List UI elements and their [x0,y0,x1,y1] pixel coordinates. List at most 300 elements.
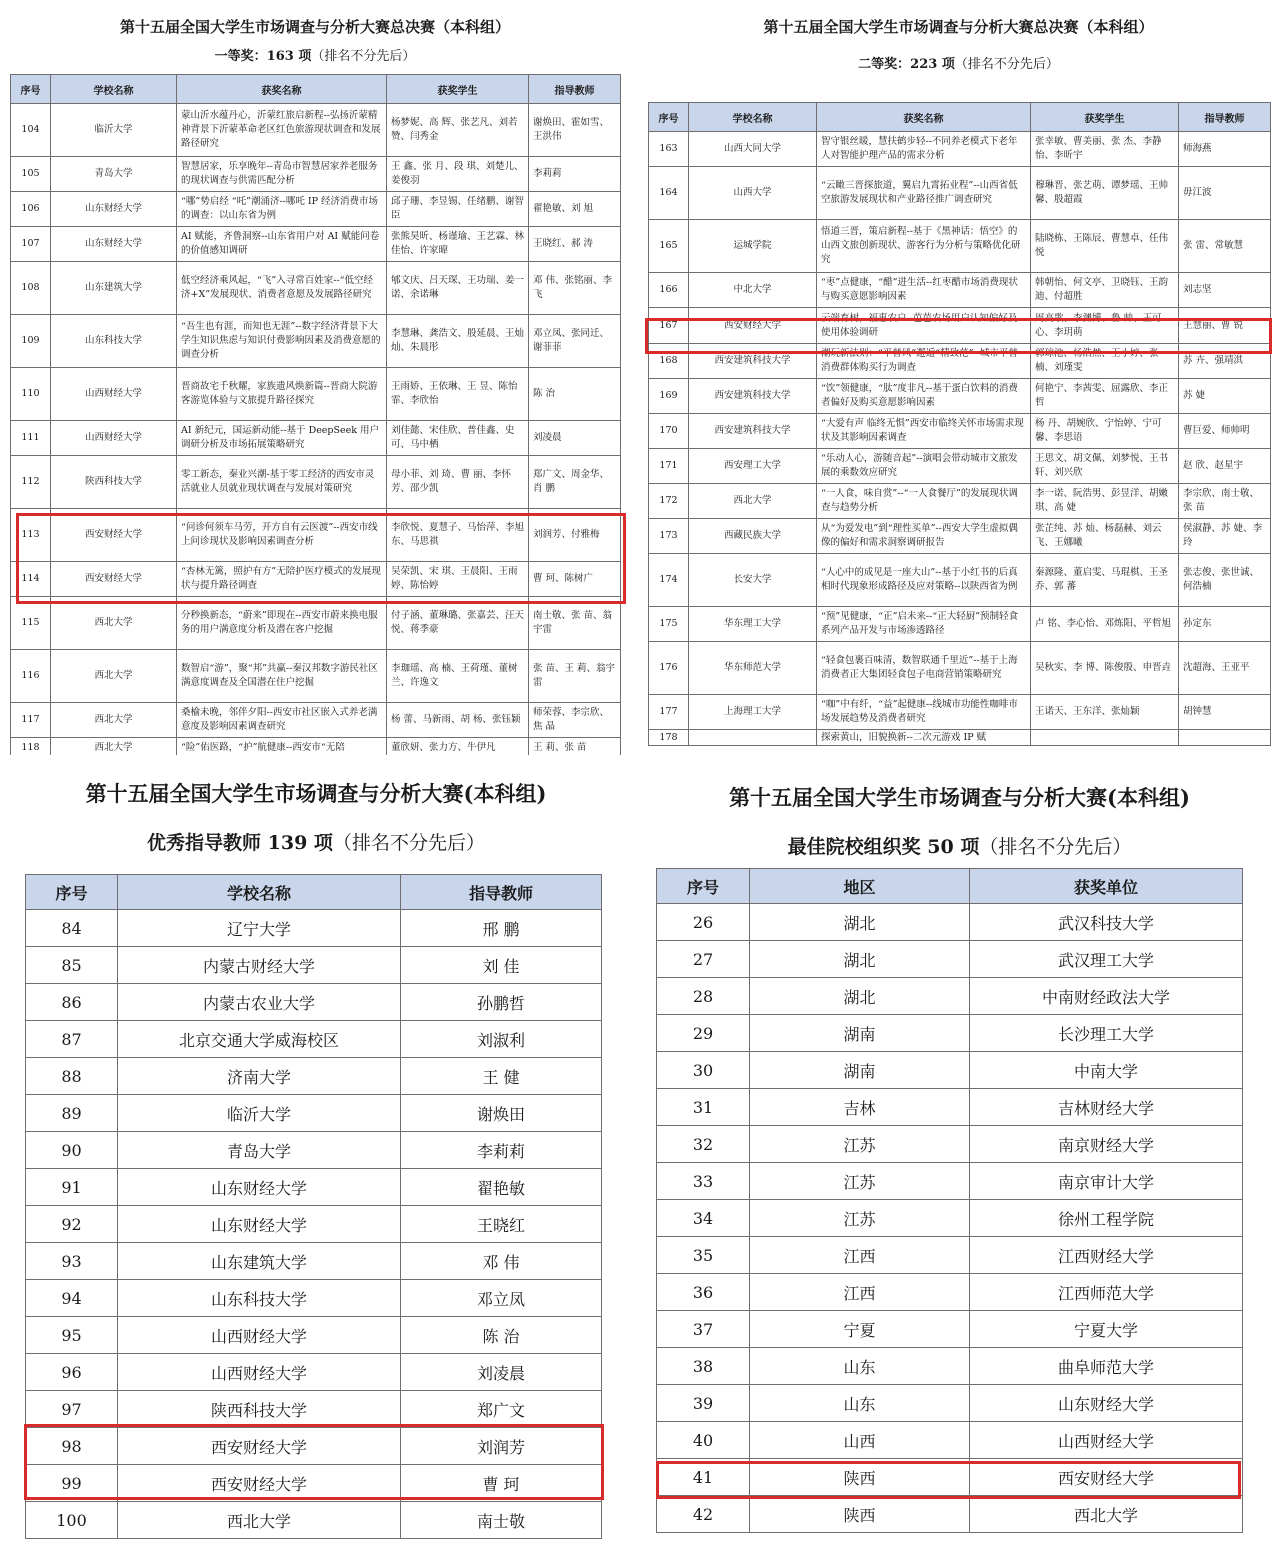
cell-students: 何艳宁、李茜雯、屈露欣、李正哲 [1031,379,1179,414]
cell-teacher: 陈 治 [529,368,621,421]
cell-no: 94 [26,1280,118,1317]
cell-students: 杨 丹、胡婉欣、宁怡婷、宁可馨、李思语 [1031,414,1179,449]
table-row [649,344,1271,379]
cell-teacher: 刘凌晨 [401,1354,602,1391]
cell-no: 32 [657,1126,750,1163]
cell-school: 山西财经大学 [118,1317,401,1354]
table-row [11,738,621,756]
table-row [26,1243,602,1280]
cell-region: 江苏 [750,1200,970,1237]
best-organization-subtitle: 最佳院校组织奖 50 项（排名不分先后） [787,836,1132,858]
cell-no: 27 [657,941,750,978]
table-row [11,421,621,456]
cell-no: 96 [26,1354,118,1391]
cell-students: 吴秋实、李 博、陈俊殷、申晋垚 [1031,642,1179,695]
cell-school: 山东财经大学 [51,192,177,227]
cell-teacher: 孙定东 [1179,607,1271,642]
cell-award-title: 从“为爱发电”到“理性买单”--西安大学生虚拟偶像的偏好和需求洞察调研报告 [817,519,1031,554]
table-row [11,368,621,421]
col-header-students: 获奖学生 [387,75,529,104]
cell-teacher: 曹巨爱、师帅明 [1179,414,1271,449]
cell-award-unit: 吉林财经大学 [970,1089,1243,1126]
cell-school: 山东科技大学 [51,315,177,368]
table-row [649,695,1271,730]
cell-no: 84 [26,910,118,947]
cell-award-title: 智慧居家，乐享晚年--青岛市智慧居家养老服务的现状调查与供需匹配分析 [177,157,387,192]
cell-students: 王诺天、王东洋、张灿颖 [1031,695,1179,730]
table-row [11,509,621,562]
cell-school: 山西财经大学 [51,368,177,421]
cell-teacher: 李莉莉 [529,157,621,192]
cell-no: 111 [11,421,51,456]
cell-school: 华东师范大学 [689,642,817,695]
cell-school: 西安财经大学 [118,1465,401,1502]
table-row [26,1280,602,1317]
cell-teacher: 邓立凤、张同迁、谢菲菲 [529,315,621,368]
first-prize-panel [0,0,630,755]
first-prize-title: 第十五届全国大学生市场调查与分析大赛总决赛（本科组） [119,18,510,36]
cell-school: 内蒙古农业大学 [118,984,401,1021]
cell-school: 西北大学 [689,484,817,519]
cell-school: 内蒙古财经大学 [118,947,401,984]
cell-no: 29 [657,1015,750,1052]
cell-award-title: AI 新纪元，国运新动能--基于 DeepSeek 用户调研分析及市场拓展策略研究 [177,421,387,456]
cell-no: 36 [657,1274,750,1311]
cell-no: 38 [657,1348,750,1385]
cell-students: 杨 蕾、马新雨、胡 杨、张钰颖 [387,703,529,738]
cell-teacher: 郑广文、周金华、肖 鹏 [529,456,621,509]
cell-teacher: 赵 欣、赵星宇 [1179,449,1271,484]
cell-award-unit: 武汉理工大学 [970,941,1243,978]
table-row [657,1237,1243,1274]
cell-teacher: 侯淑静、苏 婕、李 玲 [1179,519,1271,554]
cell-school: 北京交通大学威海校区 [118,1021,401,1058]
cell-award-unit: 武汉科技大学 [970,904,1243,941]
cell-school: 西北大学 [51,703,177,738]
cell-no: 39 [657,1385,750,1422]
cell-students: 陆晓栋、王陈辰、曹慧卓、任伟悦 [1031,220,1179,273]
cell-students: 王 鑫、张 月、段 琪、刘楚儿、姜俊羽 [387,157,529,192]
table-row [26,1391,602,1428]
cell-school: 山西财经大学 [51,421,177,456]
cell-region: 江西 [750,1237,970,1274]
cell-award-unit: 中南财经政法大学 [970,978,1243,1015]
col-header-teacher: 指导教师 [1179,103,1271,132]
cell-award-title: “饮”领健康，“肽”度非凡--基于蛋白饮料的消费者偏好及购买意愿影响因素 [817,379,1031,414]
cell-region: 宁夏 [750,1311,970,1348]
cell-school: 西安财经大学 [51,562,177,597]
cell-award-title: 探索黄山，旧貌换新--二次元游戏 IP 赋 [817,730,1031,746]
table-row [26,984,602,1021]
best-organization-panel [640,760,1279,1545]
cell-no: 163 [649,132,689,167]
cell-award-title: “预”见健康，“正”启未来--“正大轻厨”预制轻食系列产品开发与市场渗透路径 [817,607,1031,642]
cell-school: 西北大学 [51,738,177,756]
cell-teacher: 沈超海、王亚平 [1179,642,1271,695]
cell-school: 山东科技大学 [118,1280,401,1317]
cell-school: 临沂大学 [118,1095,401,1132]
table-row [657,1385,1243,1422]
table-row [649,730,1271,746]
cell-no: 168 [649,344,689,379]
cell-no: 93 [26,1243,118,1280]
cell-no: 95 [26,1317,118,1354]
cell-no: 113 [11,509,51,562]
cell-school: 山西财经大学 [118,1354,401,1391]
col-header-no: 序号 [649,103,689,132]
table-row [26,1132,602,1169]
table-row [657,1015,1243,1052]
cell-students: 吴荣凯、宋 琪、王晨阳、王雨婷、陈怡婷 [387,562,529,597]
table-row [11,703,621,738]
cell-no: 85 [26,947,118,984]
table-row [649,220,1271,273]
first-prize-subtitle: 一等奖：163 项（排名不分先后） [214,49,416,64]
cell-teacher: 张 雷、常敏慧 [1179,220,1271,273]
cell-school: 西北大学 [51,597,177,650]
table-row [26,1465,602,1502]
cell-students: 李珈瑶、高 楠、王荷瑾、董树兰、许逸文 [387,650,529,703]
table-row [11,562,621,597]
cell-award-title: 悟道三晋，策启新程--基于《黑神话：悟空》的山西文旅创新现状、游客行为分析与策略优化研究 [817,220,1031,273]
cell-award-unit: 南京审计大学 [970,1163,1243,1200]
cell-school: 中北大学 [689,273,817,308]
cell-no: 176 [649,642,689,695]
cell-region: 江西 [750,1274,970,1311]
excellent-teacher-panel [0,760,632,1545]
cell-award-title: 潮玩新法则：“平替风”邂逅“精致范”--城市平替消费群体购买行为调查 [817,344,1031,379]
table-row [649,379,1271,414]
cell-school: 陕西科技大学 [51,456,177,509]
cell-teacher: 刘淑利 [401,1021,602,1058]
cell-no: 116 [11,650,51,703]
col-header-school: 学校名称 [118,875,401,910]
cell-school: 山东建筑大学 [51,262,177,315]
cell-school [689,730,817,746]
cell-teacher: 王晓红、郝 涛 [529,227,621,262]
cell-school: 辽宁大学 [118,910,401,947]
cell-no: 30 [657,1052,750,1089]
table-row [11,227,621,262]
cell-students: 李慧琳、龚浩文、殷延晨、王灿灿、朱晨彤 [387,315,529,368]
cell-students: 郇文庆、吕天琛、王功瑞、姜一诺、余诺琳 [387,262,529,315]
col-header-region: 地区 [750,869,970,904]
table-row [657,941,1243,978]
cell-no: 172 [649,484,689,519]
cell-no: 104 [11,104,51,157]
cell-region: 山东 [750,1385,970,1422]
table-header-row [649,103,1271,132]
cell-no: 105 [11,157,51,192]
cell-award-title: 智守银丝暖，慧扶鹤步轻--不同养老模式下老年人对智能护理产品的需求分析 [817,132,1031,167]
cell-no: 88 [26,1058,118,1095]
table-row [657,1052,1243,1089]
cell-school: 西藏民族大学 [689,519,817,554]
cell-school: 西安建筑科技大学 [689,344,817,379]
cell-no: 165 [649,220,689,273]
cell-school: 西安财经大学 [689,308,817,344]
second-prize-table [648,102,1271,746]
cell-students: 张熊昊昕、杨谨瑜、王艺霖、林佳怡、许家暐 [387,227,529,262]
best-organization-title: 第十五届全国大学生市场调查与分析大赛(本科组) [729,785,1190,810]
best-organization-table [656,868,1243,1533]
table-row [657,1459,1243,1496]
cell-award-title: 云端育树，福惠农户--芭芭农场用户认知偏好及使用体验调研 [817,308,1031,344]
cell-award-title: “哪”势启经 “吒”潮涌济--哪吒 IP 经济消费市场的调查：以山东省为例 [177,192,387,227]
cell-students: 卢 铭、李心怡、邓炼阳、平哲旭 [1031,607,1179,642]
cell-no: 92 [26,1206,118,1243]
cell-award-unit: 西安财经大学 [970,1459,1243,1496]
table-row [649,132,1271,167]
col-header-no: 序号 [26,875,118,910]
cell-no: 177 [649,695,689,730]
table-row [649,607,1271,642]
cell-no: 31 [657,1089,750,1126]
cell-award-title: 数智启“游”，聚“邦”共赢--秦汉邦数字游民社区满意度调查及全国潜在住户挖掘 [177,650,387,703]
cell-no: 33 [657,1163,750,1200]
table-row [26,1317,602,1354]
cell-teacher: 李宗欣、南士敬、张 苗 [1179,484,1271,519]
cell-school: 长安大学 [689,554,817,607]
cell-students: 付子涵、董琳璐、张嘉芸、汪天悦、蒋季豪 [387,597,529,650]
cell-award-title: “枣”点健康，“醋”进生活--红枣醋市场消费现状与购买意愿影响因素 [817,273,1031,308]
cell-school: 陕西科技大学 [118,1391,401,1428]
cell-teacher: 孙鹏哲 [401,984,602,1021]
cell-teacher: 曹 珂 [401,1465,602,1502]
cell-no: 178 [649,730,689,746]
table-row [657,1274,1243,1311]
second-prize-title: 第十五届全国大学生市场调查与分析大赛总决赛（本科组） [763,18,1154,36]
cell-region: 湖南 [750,1015,970,1052]
cell-no: 99 [26,1465,118,1502]
cell-region: 山东 [750,1348,970,1385]
cell-students [1031,730,1179,746]
cell-students: 王思文、胡文佩、刘梦悦、王书轩、刘兴欣 [1031,449,1179,484]
cell-school: 西安建筑科技大学 [689,414,817,449]
cell-teacher [1179,730,1271,746]
cell-no: 35 [657,1237,750,1274]
table-row [26,1354,602,1391]
cell-no: 169 [649,379,689,414]
cell-teacher: 王晓红 [401,1206,602,1243]
cell-teacher: 王 莉、张 苗 [529,738,621,756]
cell-students: 韩朝怡、何文亭、卫晓钰、王韵迪、付超胜 [1031,273,1179,308]
cell-school: 山东建筑大学 [118,1243,401,1280]
table-header-row [657,869,1243,904]
cell-teacher: 郑广文 [401,1391,602,1428]
table-row [657,904,1243,941]
table-row [657,1126,1243,1163]
cell-teacher: 邓 伟 [401,1243,602,1280]
cell-no: 112 [11,456,51,509]
cell-award-title: 晋商故宅千秋耀，家族遗风焕新篇--晋商大院游客游览体验与文旅提升路径探究 [177,368,387,421]
cell-no: 118 [11,738,51,756]
cell-no: 90 [26,1132,118,1169]
cell-teacher: 李莉莉 [401,1132,602,1169]
cell-teacher: 南士敬、张 苗、翁宇雷 [529,597,621,650]
cell-teacher: 刘润芳 [401,1428,602,1465]
table-row [649,449,1271,484]
table-row [11,192,621,227]
cell-teacher: 刘凌晨 [529,421,621,456]
table-row [657,978,1243,1015]
cell-award-title: “杏林无篱，照护有方”无陪护医疗模式的发展现状与提升路径调查 [177,562,387,597]
cell-award-title: “人心中的成见是一座大山”--基于小红书的后真相时代现象形成路径及应对策略--以陕西省为例 [817,554,1031,607]
cell-students: 刘佳懿、宋佳欣、普佳鑫、史 可、马中栖 [387,421,529,456]
cell-teacher: 翟艳敏、刘 旭 [529,192,621,227]
cell-region: 陕西 [750,1459,970,1496]
cell-region: 湖北 [750,941,970,978]
cell-students: 秦源隆、董启雯、马琨棋、王圣乔、郭 蕃 [1031,554,1179,607]
cell-teacher: 师荣蓉、李宗欣、焦 晶 [529,703,621,738]
cell-award-title: “轻食包裹百味清，数智联通千里近”--基于上海消费者正大集团轻食包子电商营销策略研究 [817,642,1031,695]
cell-award-title: “乐动人心，游随音起”--演唱会带动城市文旅发展的乘数效应研究 [817,449,1031,484]
table-row [11,650,621,703]
table-row [26,1502,602,1539]
table-row [657,1422,1243,1459]
cell-students: 母小菲、刘 琦、曹 丽、李怀芳、邵少凯 [387,456,529,509]
cell-students: 杨梦妮、高 辉、张艺凡、刘若赞、闫秀金 [387,104,529,157]
cell-school: 西安财经大学 [118,1428,401,1465]
table-row [649,554,1271,607]
cell-award-title: “一人食，味自赏”--“一人食餐厅”的发展现状调查与趋势分析 [817,484,1031,519]
cell-no: 108 [11,262,51,315]
cell-teacher: 王慧丽、曹 锐 [1179,308,1271,344]
cell-teacher: 苏 婕 [1179,379,1271,414]
cell-school: 西安理工大学 [689,449,817,484]
table-row [657,1089,1243,1126]
cell-award-title: 桑榆未晚，邻伴夕阳--西安市社区嵌入式养老满意度及影响因素调查研究 [177,703,387,738]
cell-teacher: 刘 佳 [401,947,602,984]
cell-region: 江苏 [750,1163,970,1200]
cell-region: 江苏 [750,1126,970,1163]
cell-no: 97 [26,1391,118,1428]
table-row [649,519,1271,554]
cell-school: 青岛大学 [118,1132,401,1169]
table-row [649,642,1271,695]
col-header-teacher: 指导教师 [529,75,621,104]
cell-teacher: 王 健 [401,1058,602,1095]
col-header-students: 获奖学生 [1031,103,1179,132]
cell-students: 邱子珊、李昱锡、任绪鹏、谢智臣 [387,192,529,227]
table-row [657,1200,1243,1237]
table-row [657,1496,1243,1533]
table-row [26,1428,602,1465]
cell-region: 吉林 [750,1089,970,1126]
col-header-award: 获奖名称 [817,103,1031,132]
cell-no: 28 [657,978,750,1015]
table-row [11,157,621,192]
cell-award-title: AI 赋能，齐鲁洞察--山东省用户对 AI 赋能问卷的价值感知调研 [177,227,387,262]
cell-award-unit: 西北大学 [970,1496,1243,1533]
table-row [26,1169,602,1206]
cell-teacher: 邓 伟、张铭丽、李 飞 [529,262,621,315]
cell-region: 湖北 [750,904,970,941]
cell-teacher: 刘润芳、付雅梅 [529,509,621,562]
cell-no: 86 [26,984,118,1021]
cell-teacher: 邢 鹏 [401,910,602,947]
cell-school: 山东财经大学 [51,227,177,262]
table-row [26,1058,602,1095]
cell-teacher: 张 苗、王 莉、翁宇雷 [529,650,621,703]
table-row [26,1206,602,1243]
table-row [11,262,621,315]
table-row [649,167,1271,220]
table-row [26,910,602,947]
cell-no: 107 [11,227,51,262]
cell-award-title: “险”佑医路，“护”航健康--西安市“无陪 [177,738,387,756]
cell-teacher: 刘志坚 [1179,273,1271,308]
second-prize-panel [638,0,1279,755]
cell-teacher: 师海燕 [1179,132,1271,167]
table-row [26,1021,602,1058]
cell-region: 山西 [750,1422,970,1459]
table-header-row [11,75,621,104]
cell-no: 89 [26,1095,118,1132]
cell-school: 上海理工大学 [689,695,817,730]
first-prize-table [10,74,621,755]
cell-students: 张芷纯、苏 灿、杨磊赫、刘云飞、王娜曦 [1031,519,1179,554]
cell-school: 山西大同大学 [689,132,817,167]
cell-school: 临沂大学 [51,104,177,157]
col-header-school: 学校名称 [51,75,177,104]
cell-no: 114 [11,562,51,597]
cell-no: 106 [11,192,51,227]
cell-no: 110 [11,368,51,421]
cell-school: 济南大学 [118,1058,401,1095]
cell-students: 董欣妍、张力方、牛伊凡 [387,738,529,756]
cell-no: 41 [657,1459,750,1496]
col-header-school: 学校名称 [689,103,817,132]
cell-teacher: 谢焕田 [401,1095,602,1132]
cell-students: 李欣悦、夏慧子、马怡萍、李旭东、马思祺 [387,509,529,562]
cell-teacher: 曹 珂、陈树广 [529,562,621,597]
table-row [11,315,621,368]
cell-no: 164 [649,167,689,220]
cell-school: 山东财经大学 [118,1206,401,1243]
cell-students: 周高歌、李渊博、鲁 帅、王可心、李玥萌 [1031,308,1179,344]
table-row [26,1095,602,1132]
cell-award-unit: 山东财经大学 [970,1385,1243,1422]
cell-school: 西北大学 [51,650,177,703]
cell-no: 170 [649,414,689,449]
table-row [11,456,621,509]
table-row [26,947,602,984]
col-header-no: 序号 [11,75,51,104]
cell-no: 173 [649,519,689,554]
table-row [649,414,1271,449]
cell-no: 109 [11,315,51,368]
cell-school: 山东财经大学 [118,1169,401,1206]
cell-award-unit: 中南大学 [970,1052,1243,1089]
cell-no: 40 [657,1422,750,1459]
cell-no: 100 [26,1502,118,1539]
table-row [657,1348,1243,1385]
cell-award-unit: 山西财经大学 [970,1422,1243,1459]
cell-students: 张幸敏、曹美丽、张 杰、李静怡、李昕宇 [1031,132,1179,167]
table-row [11,597,621,650]
table-row [657,1311,1243,1348]
cell-no: 34 [657,1200,750,1237]
cell-school: 山西大学 [689,167,817,220]
cell-no: 117 [11,703,51,738]
cell-teacher: 谢焕田、霍如雪、王洪伟 [529,104,621,157]
cell-award-title: “云瞰三晋探旅道，翼启九霄拓业程”--山西省低空旅游发展现状和产业路径推广调查研究 [817,167,1031,220]
table-header-row [26,875,602,910]
cell-award-unit: 徐州工程学院 [970,1200,1243,1237]
cell-award-title: “吾生也有涯，而知也无涯”--数字经济背景下大学生知识焦虑与知识付费影响因素及消费意愿的调查分析 [177,315,387,368]
cell-school: 西安财经大学 [51,509,177,562]
